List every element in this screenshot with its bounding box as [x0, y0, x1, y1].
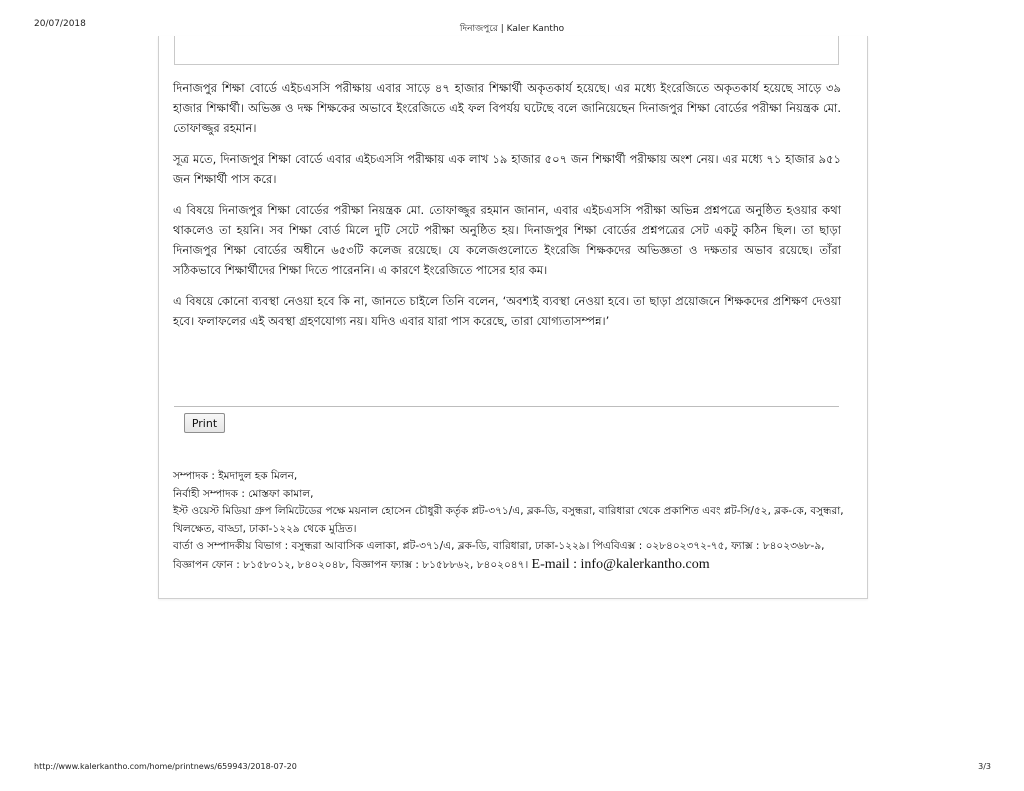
- email-text: E-mail : info@kalerkantho.com: [531, 556, 710, 572]
- imprint: [173, 468, 853, 574]
- contact-line: [173, 538, 853, 574]
- executive-editor-line: নির্বাহী সম্পাদক : মোস্তফা কামাল,: [173, 487, 314, 500]
- article-paragraph: এ বিষয়ে কোনো ব্যবস্থা নেওয়া হবে কি না, জানতে চাইলে তিনি বলেন, ‘অবশ্যই ব্যবস্থা নেওয়া হবে। তা ছাড়া প্রয়োজনে শিক্ষকদের প্রশিক্ষণ দেওয়া হবে। ফলাফলের এই অবস্থা গ্রহণযোগ্য নয়। যদিও এবার যারা পাস করেছে, তারা যোগ্যতাসম্পন্ন।’: [173, 294, 841, 328]
- article-card: [158, 36, 868, 599]
- publisher-line: ইস্ট ওয়েস্ট মিডিয়া গ্রুপ লিমিটেডের পক্ষে ময়নাল হোসেন চৌধুরী কর্তৃক প্লট-৩৭১/এ, ব্লক-ডি, বসুন্ধরা, বারিধারা থেকে প্রকাশিত এবং প্লট-সি/৫২, ব্লক-কে, বসুন্ধরা, খিলক্ষেত, বাড্ডা, ঢাকা-১২২৯ থেকে মুদ্রিত।: [173, 505, 844, 535]
- print-date: 20/07/2018: [34, 19, 86, 29]
- article-paragraph: এ বিষয়ে দিনাজপুর শিক্ষা বোর্ডের পরীক্ষা নিয়ন্ত্রক মো. তোফাজ্জুর রহমান জানান, এবার এইচএসসি পরীক্ষা অভিন্ন প্রশ্নপত্রে অনুষ্ঠিত হওয়ার কথা থাকলেও তা হয়নি। সব শিক্ষা বোর্ড মিলে দুটি সেটে পরীক্ষা অনুষ্ঠিত হয়। দিনাজপুর শিক্ষা বোর্ডের প্রশ্নপত্রের সেট একটু কঠিন ছিল। তা ছাড়া দিনাজপুর শিক্ষা বোর্ডের অধীনে ৬৫৩টি কলেজ রয়েছে। যে কলেজগুলোতে ইংরেজি শিক্ষকদের অভিজ্ঞতা ও দক্ষতার অভাব রয়েছে। তাঁরা সঠিকভাবে শিক্ষার্থীদের শিক্ষা দিতে পারেননি। এ কারণে ইংরেজিতে পাসের হার কম।: [173, 203, 841, 277]
- divider: [174, 406, 839, 407]
- contact-text: বার্তা ও সম্পাদকীয় বিভাগ : বসুন্ধরা আবাসিক এলাকা, প্লট-৩৭১/এ, ব্লক-ডি, বারিধারা, ঢাকা-১২২৯। পিএবিএক্স : ০২৮৪০২৩৭২-৭৫, ফ্যাক্স : ৮৪০২৩৬৮-৯, বিজ্ঞাপন ফোন : ৮১৫৮০১২, ৮৪০২০৪৮, বিজ্ঞাপন ফ্যাক্স : ৮১৫৮৮৬২, ৮৪০২০৪৭।: [173, 540, 825, 571]
- article-body: [173, 78, 841, 342]
- print-button[interactable]: Print: [184, 413, 225, 433]
- page-number: 3/3: [978, 762, 991, 771]
- embed-frame: [174, 36, 839, 65]
- page-title: দিনাজপুরে | Kaler Kantho: [459, 24, 565, 34]
- editor-line: সম্পাদক : ইমদাদুল হক মিলন,: [173, 470, 298, 482]
- page-url: http://www.kalerkantho.com/home/printnews/659943/2018-07-20: [34, 762, 297, 771]
- article-paragraph: সূত্র মতে, দিনাজপুর শিক্ষা বোর্ডে এবার এইচএসসি পরীক্ষায় এক লাখ ১৯ হাজার ৫০৭ জন শিক্ষার্থী পরীক্ষায় অংশ নেয়। এর মধ্যে ৭১ হাজার ৯৫১ জন শিক্ষার্থী পাস করে।: [173, 152, 841, 186]
- article-paragraph: দিনাজপুর শিক্ষা বোর্ডে এইচএসসি পরীক্ষায় এবার সাড়ে ৪৭ হাজার শিক্ষার্থী অকৃতকার্য হয়েছে। এর মধ্যে ইংরেজিতে অকৃতকার্য হয়েছে সাড়ে ৩৯ হাজার শিক্ষার্থী। অভিজ্ঞ ও দক্ষ শিক্ষকের অভাবে ইংরেজিতে এই ফল বিপর্যয় ঘটেছে বলে জানিয়েছেন দিনাজপুর শিক্ষা বোর্ডের পরীক্ষা নিয়ন্ত্রক মো. তোফাজ্জুর রহমান।: [173, 81, 841, 135]
